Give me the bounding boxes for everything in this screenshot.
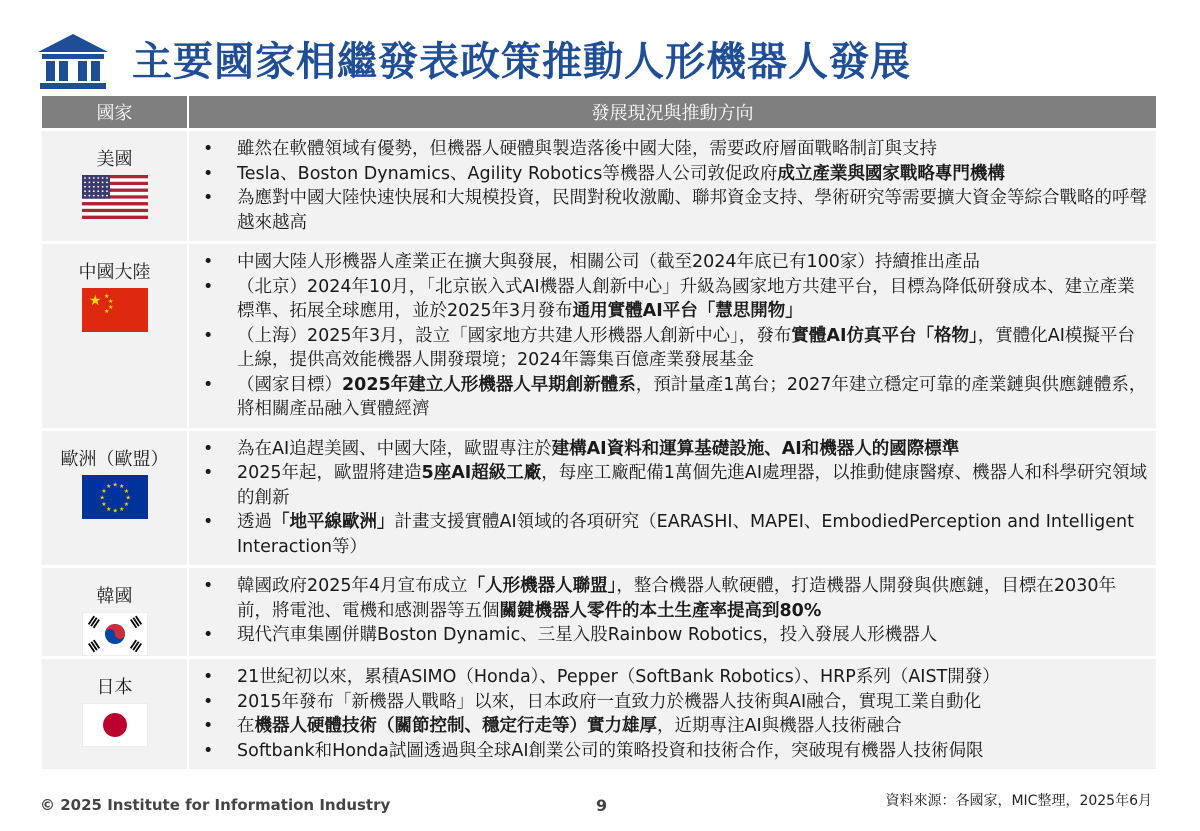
country-name: 韓國: [96, 586, 133, 607]
country-cell: [42, 568, 187, 656]
text-segment: 為在AI追趕美國、中國大陸，歐盟專注於: [237, 438, 552, 459]
text-segment: 為應對中國大陸快速快展和大規模投資，民間對稅收激勵、聯邦資金支持、學術研究等需要擴大資金等綜合戰略的呼聲越來越高: [237, 188, 1147, 233]
svg-text:★: ★: [107, 304, 113, 311]
bold-text: 關鍵機器人零件的本土生產率提高到80%: [499, 600, 822, 621]
svg-text:★: ★: [125, 494, 131, 501]
text-segment: 21世紀初以來，累積ASIMO（Honda）、Pepper（SoftBank Robotics）、HRP系列（AIST開發）: [237, 667, 1000, 687]
status-cell: [189, 244, 1156, 428]
text-segment: 中國大陸人形機器人產業正在擴大與發展，相關公司（截至2024年底已有100家）持續推出產品: [237, 252, 980, 272]
svg-text:★: ★: [103, 293, 109, 300]
svg-text:★: ★: [88, 293, 102, 309]
page-number: 9: [596, 796, 608, 815]
bullet-list: [189, 131, 1156, 241]
text-segment: ，每座工廠配備1萬個先進AI處理器，以推動健康醫療、機器人和科學研究領域的創新: [237, 463, 1148, 508]
bold-text: 通用實體AI平台「慧思開物」: [572, 301, 803, 321]
text-segment: 韓國政府2025年4月宣布成立: [237, 576, 468, 596]
bold-text: 實體AI仿真平台「格物」: [791, 325, 978, 346]
text-segment: 2015年發布「新機器人戰略」以來，日本政府一直致力於機器人技術與AI融合，實現工業自動化: [237, 691, 982, 712]
copyright: © 2025 Institute for Information Industry: [40, 796, 391, 814]
bold-text: 2025年建立人形機器人早期創新體系: [342, 374, 636, 395]
bold-text: 成立產業與國家戰略專門機構: [777, 163, 1005, 184]
svg-text:★: ★: [118, 482, 124, 490]
text-segment: ，實體化AI模擬平台上線，提供高效能機器人開發環境；2024年籌集百億產業發展基金: [237, 325, 1135, 370]
bullet-item: [189, 574, 1156, 623]
china-flag-icon: [82, 288, 148, 332]
text-segment: （北京）2024年10月，「北京嵌入式AI機器人創新中心」升級為國家地方共建平台，目標為降低研發成本、建立產業標準、拓展全球應用，並於2025年3月發布: [237, 276, 1135, 321]
text-segment: Tesla、Boston Dynamics、Agility Robotics等機器人公司敦促政府: [237, 163, 778, 184]
policy-table: [40, 93, 1158, 772]
text-segment: ，近期專注AI與機器人技術融合: [657, 716, 902, 736]
table-row: [42, 244, 1156, 428]
svg-text:★: ★: [123, 487, 129, 495]
bold-text: 機器人硬體技術（關節控制、穩定行走等）實力雄厚: [254, 716, 657, 736]
bullet-item: [189, 137, 1156, 162]
building-columns-icon: [36, 32, 110, 90]
text-segment: 2025年起，歐盟將建造: [237, 463, 422, 483]
bullet-item: [189, 186, 1156, 235]
text-segment: 計畫支援實體AI領域的各項研究（EARASHI、MAPEI、EmbodiedPerception and Intelligent Interaction等）: [237, 512, 1134, 557]
bullet-list: [189, 659, 1156, 769]
text-segment: Softbank和Honda試圖透過與全球AI創業公司的策略投資和技術合作，突破現有機器人技術侷限: [237, 740, 984, 761]
svg-text:★: ★: [105, 482, 111, 490]
text-segment: 在: [237, 716, 255, 736]
table-row: [42, 568, 1156, 656]
column-header-status: 發展現況與推動方向: [189, 96, 1156, 128]
table-row: [42, 659, 1156, 769]
japan-flag-icon: [82, 703, 148, 747]
country-cell: [42, 659, 187, 769]
svg-text:★: ★: [99, 494, 105, 501]
bullet-item: [189, 250, 1156, 275]
bullet-item: [189, 461, 1156, 510]
bold-text: 建構AI資料和運算基礎設施、AI和機器人的國際標準: [551, 438, 960, 459]
svg-text:★: ★: [100, 500, 107, 508]
country-name: 美國: [96, 149, 133, 170]
country-cell: [42, 431, 187, 566]
bullet-list: [189, 568, 1156, 654]
bullet-item: [189, 690, 1156, 715]
bullet-item: [189, 275, 1156, 324]
svg-text:★: ★: [112, 481, 118, 488]
bullet-item: [189, 510, 1156, 559]
country-cell: [42, 244, 187, 428]
country-name: 中國大陸: [78, 262, 151, 283]
bullet-item: [189, 739, 1156, 764]
bullet-item: [189, 373, 1156, 422]
status-cell: [189, 431, 1156, 566]
us-flag-icon: [82, 175, 148, 219]
eu-flag-icon: [82, 475, 148, 519]
country-name: 日本: [96, 677, 133, 698]
country-cell: [42, 131, 187, 241]
country-name: 歐洲（歐盟）: [60, 448, 169, 470]
bullet-item: [189, 162, 1156, 187]
svg-text:★: ★: [118, 505, 124, 513]
text-segment: ，整合機器人軟硬體，打造機器人開發與供應鏈，目標在2030年前，將電池、電機和感測器等五個: [237, 576, 1116, 621]
text-segment: （國家目標）: [237, 374, 342, 395]
bullet-list: [189, 431, 1156, 566]
svg-text:★: ★: [123, 500, 129, 508]
bullet-item: [189, 324, 1156, 373]
bold-text: 「地平線歐洲」: [272, 512, 395, 532]
svg-text:★: ★: [112, 507, 118, 514]
status-cell: [189, 659, 1156, 769]
text-segment: ，預計量產1萬台；2027年建立穩定可靠的產業鏈與供應鏈體系，將相關產品融入實體經濟: [237, 374, 1147, 419]
bullet-list: [189, 244, 1156, 428]
bullet-item: [189, 714, 1156, 739]
svg-text:★: ★: [105, 505, 111, 513]
bullet-item: [189, 665, 1156, 690]
bold-text: 5座AI超級工廠: [421, 463, 542, 483]
column-header-country: 國家: [42, 96, 187, 128]
source-note: 資料來源：各國家，MIC整理，2025年6月: [885, 793, 1152, 809]
page-title: 主要國家相繼發表政策推動人形機器人發展: [132, 39, 911, 85]
text-segment: 雖然在軟體領域有優勢，但機器人硬體與製造落後中國大陸，需要政府層面戰略制訂與支持: [237, 139, 937, 159]
table-header-row: [42, 96, 1156, 128]
text-segment: 現代汽車集團併購Boston Dynamic、三星入股Rainbow Robotics，投入發展人形機器人: [237, 625, 938, 645]
status-cell: [189, 568, 1156, 656]
status-cell: [189, 131, 1156, 241]
table-row: [42, 131, 1156, 241]
svg-text:★: ★: [107, 298, 113, 305]
table-row: [42, 431, 1156, 566]
bullet-item: [189, 437, 1156, 462]
svg-text:★: ★: [103, 308, 109, 315]
text-segment: 透過: [237, 512, 272, 532]
bold-text: 「人形機器人聯盟」: [467, 576, 617, 596]
svg-text:★: ★: [100, 487, 107, 495]
bullet-item: [189, 623, 1156, 648]
korea-flag-icon: [82, 612, 148, 656]
title-bar: [36, 26, 1176, 92]
text-segment: （上海）2025年3月，設立「國家地方共建人形機器人創新中心」，發布: [237, 325, 792, 346]
